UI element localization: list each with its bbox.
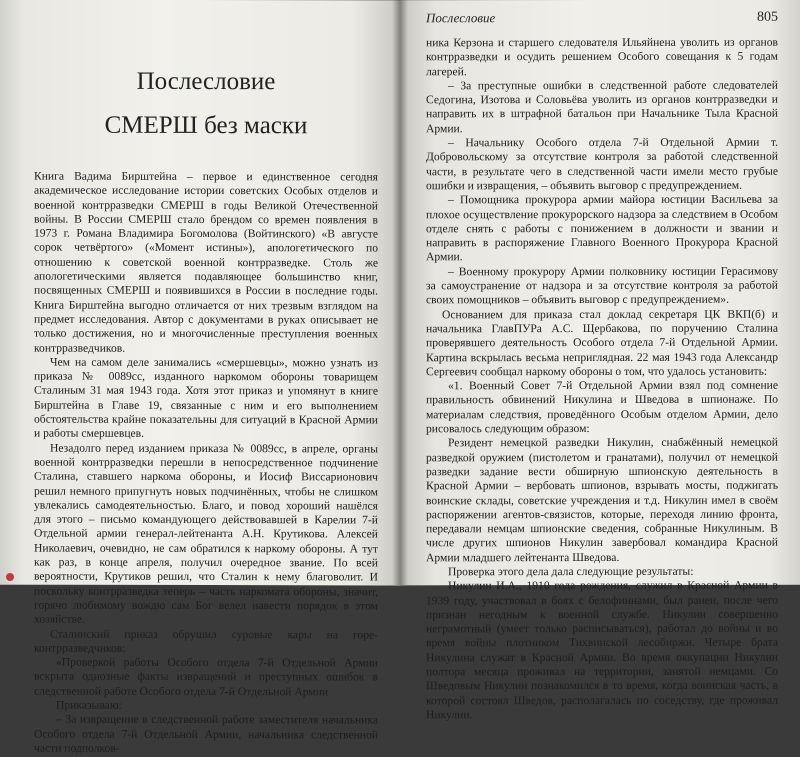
- chapter-subtitle: СМЕРШ без маски: [104, 111, 308, 140]
- paragraph: Проверка этого дела дала следующие результаты:: [448, 564, 694, 579]
- paragraph: Приказываю:: [56, 698, 122, 712]
- paragraph: – За извращение в следственной работе заместителя начальника Особого отдела 7-й Отдельной Армии, начальника следственной части подполков-: [34, 712, 378, 755]
- paragraph: – Военному прокурору Армии полковнику юстиции Герасимову за самоустранение от надзора и за отсутствие контроля за работой своих помощников – объявить выговор с предупреждением».: [426, 264, 778, 307]
- paragraph: Никулин И.А., 1910 года рождения, служил в Красной Армии в 1939 году, участвовал в боях с белофиннами, был ранен, после чего признан негодным к военной службе. Никулин совершенно неграмотный (умеет только расписываться), работал до войны и во время войны плотником Тихвинской лесобиржи. Четыре брата Никулина служат в Красной Армии. Во время оккупации Никулин полтора месяца проживал на территории, занятой немцами. Со Шведовым Никулин познакомился в то время, когда воинская часть, в которой состоял Шведов, располагалась по соседству, где проживал Никулин.: [426, 578, 778, 722]
- page-number: 805: [757, 9, 778, 25]
- right-page: [400, 0, 800, 722]
- paragraph: Чем на самом деле занимались «смершевцы», можно узнать из приказа № 0089сс, изданного наркомом обороны товарищем Сталиным 31 мая 1943 года. Хотя этот приказ и упомянут в книге Бирштейна в Главе 19, связанные с ним и его выполнением обстоятельства крайне показательны для ситуаций в Красной Армии и работы смершевцев.: [34, 355, 378, 441]
- running-head-title: Послесловие: [426, 10, 496, 26]
- paragraph: Книга Вадима Бирштейна – первое и единственное сегодня академическое исследование истории советских Особых отделов и военной контрразведки СМЕРШ в годы Великой Отечественной войны. В России СМЕРШ стало брендом со времен появления в 1973 г. Романа Владимира Богомолова (Войтинского) «В августе сорок четвёртого» («Момент истины»), апологетического по отношению к советской военной контрразведке. Столь же апологетическими является подавляющее большинство книг, посвященных СМЕРШ и появившихся в России в последние годы. Книга Бирштейна выгодно отличается от них трезвым взглядом на предмет исследования. Автор с документами в руках описывает не только достижения, но и многочисленные преступления военных контрразведчиков.: [34, 169, 378, 355]
- paragraph: – Помощника прокурора армии майора юстиции Васильева за плохое осуществление прокурорского надзора за следствием в Особом отделе снять с работы с понижением в должности и звании и направить в распоряжение Главного Военного Прокурора Красной Армии.: [426, 192, 778, 264]
- paragraph: – Начальнику Особого отдела 7-й Отдельной Армии т. Добровольскому за отсутствие контроля за работой следственной части, в результате чего в следственной части имели место грубые ошибки и извращения, – объявить выговор с предупреждением.: [426, 135, 778, 193]
- paragraph: Основанием для приказа стал доклад секретаря ЦК ВКП(б) и начальника ГлавПУРа А.С. Щербакова, по поручению Сталина проверявшего деятельность Особого отдела 7-й Отдельной Армии. Картина вскрылась весьма неприглядная. 22 мая 1943 года Александр Сергеевич сообщал наркому обороны о том, что удалось установить:: [426, 307, 778, 379]
- paragraph: Незадолго перед изданием приказа № 0089сс, в апреле, органы военной контрразведки перешли в непосредственное подчинение Сталина, ставшего наркома обороны, и Иосиф Виссарионович решил немного припугнуть новых подчинённых, чтобы не слишком увлекались самодеятельностью. Благо, и повод хороший нашёлся для этого – письмо командующего действовавшей в Карелии 7-й Отдельной армии генерал-лейтенанта А.Н. Крутикова. Алексей Николаевич, очевидно, не сам обратился к наркому обороны. А тут как раз, в конце апреля, получил очередное звание. По всей вероятности, Крутиков решил, что Сталин к нему благоволит. И поскольку контрразведка теперь – часть наркомата обороны, значит, горячо любимому вождю сам Бог велел навести порядок в этом хозяйстве.: [34, 441, 378, 626]
- running-header: [426, 0, 778, 30]
- paragraph: Резидент немецкой разведки Никулин, снабжённый немецкой разведкой оружием (пистолетом и гранатами), получил от немецкой разведки задание вести обширную шпионскую деятельность в Красной Армии – вербовать шпионов, взрывать мосты, поджигать воинские склады, советские учреждения и т.д. Никулин имел в своём распоряжении агентов-связистов, которые, переходя линию фронта, передавали немцам шпионские сведения, собранные Никулиным. В числе других шпионов Никулин завербовал командира Красной Армии младшего лейтенанта Шведова.: [426, 436, 778, 564]
- paragraph: «1. Военный Совет 7-й Отдельной Армии взял под сомнение правильность обвинений Никулина и Шведова в шпионаже. По материалам следствия, проведённого Особым отделом Армии, дело рисовалось следующим образом:: [426, 378, 778, 436]
- paragraph: «Проверкой работы Особого отдела 7-й Отдельной Армии вскрыта одиозные факты извращений и преступных ошибок в следственной работе Особого отдела 7-й Отдельной Армии: [34, 655, 378, 699]
- left-page: [0, 0, 400, 755]
- bleed-through-text: [0, 0, 400, 41]
- right-page-body: [426, 36, 778, 723]
- paragraph: ника Керзона и старшего следователя Ильяйненa уволить из органов контрразведки и осудить решением Особого совещания к 5 годам лагерей.: [426, 35, 778, 78]
- left-page-body: [34, 170, 378, 757]
- chapter-title: Послесловие: [136, 67, 276, 96]
- paragraph: – За преступные ошибки в следственной работе следователей Седогина, Изотова и Соловьёва уволить из органов контрразведки и направить их в штрафной батальон при Начальнике Тыла Красной Армии.: [426, 78, 778, 136]
- paragraph: Сталинский приказ обрушил суровые кары на горе-контрразведчиков:: [34, 627, 378, 655]
- corner-dot-icon: [6, 573, 14, 581]
